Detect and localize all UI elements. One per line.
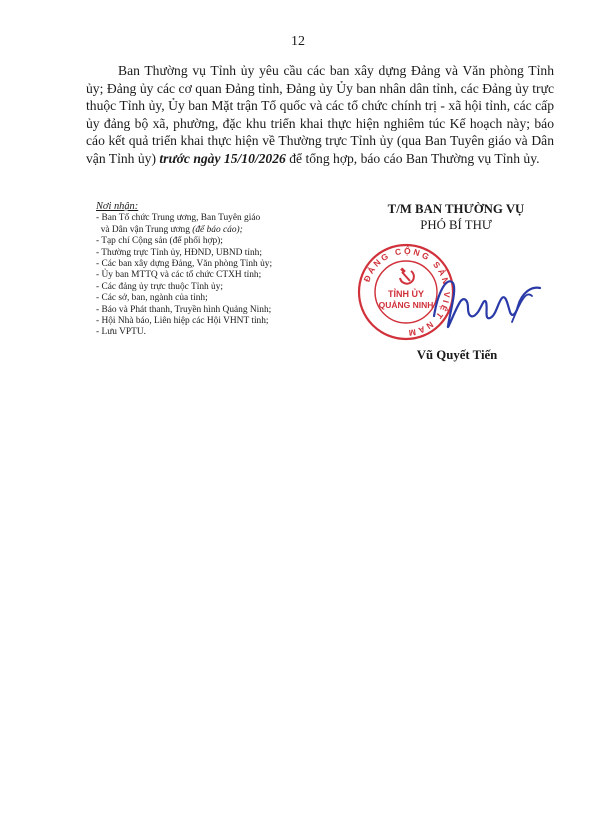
recipient-item: - Tạp chí Cộng sản (để phối hợp); — [96, 236, 223, 247]
recipient-item: - Các sở, ban, ngành của tỉnh; — [96, 293, 208, 304]
recipients-heading: Nơi nhận: — [96, 201, 139, 212]
recipient-item: - Các ban xây dựng Đảng, Văn phòng Tỉnh ủy; — [96, 259, 273, 270]
recipient-item: - Lưu VPTU. — [96, 327, 146, 338]
handwritten-signature — [428, 272, 546, 336]
closing-paragraph — [86, 62, 554, 168]
recipient-item: - Hội Nhà báo, Liên hiệp các Hội VHNT tỉnh; — [96, 316, 269, 327]
paragraph-text: Ban Thường vụ Tỉnh ủy yêu cầu các ban xây dựng Đảng và Văn phòng Tỉnh ủy; Đảng ủy các cơ quan Đảng tỉnh, Đảng ủy Ủy ban nhân dân tỉnh, các Đảng ủy trực thuộc Tỉnh ủy, Ủy ban Mặt trận Tổ quốc và các tổ chức chính trị - xã hội tỉnh, các cấp ủy đảng bộ xã, phường, đặc khu triển khai thực hiện nghiêm túc Kế hoạch này; báo cáo kết quả triển khai thực hiện về Thường trực Tỉnh ủy (qua Ban Tuyên giáo và Dân vận Tỉnh ủy) — [86, 63, 554, 166]
seal-line-2: QUẢNG NINH — [378, 300, 434, 310]
seal-ring-text: ĐẢNG CỘNG SẢN VIỆT NAM — [361, 245, 453, 339]
signer-name: Vũ Quyết Tiến — [416, 348, 498, 362]
signature-title: T/M BAN THƯỜNG VỤ — [387, 202, 525, 216]
signature-position: PHÓ BÍ THƯ — [420, 218, 492, 232]
page-number: 12 — [291, 34, 305, 49]
signature-block — [352, 201, 560, 233]
recipient-item: - Ủy ban MTTQ và các tổ chức CTXH tỉnh; — [96, 270, 262, 281]
recipient-item: - Ban Tổ chức Trung ương, Ban Tuyên giáo — [96, 213, 261, 224]
recipient-item: - Báo và Phát thanh, Truyền hình Quảng Ninh; — [96, 304, 272, 315]
recipient-item-note: (để báo cáo); — [192, 224, 243, 235]
recipient-item-text: và Dân vận Trung ương — [96, 224, 193, 235]
hammer-sickle-icon — [400, 267, 414, 283]
deadline-text: trước ngày 15/10/2026 — [159, 150, 286, 166]
paragraph-text-end: để tổng hợp, báo cáo Ban Thường vụ Tỉnh ủy. — [285, 150, 540, 166]
recipients-block — [96, 201, 336, 339]
recipient-item: - Các đảng ủy trực thuộc Tỉnh ủy; — [96, 281, 224, 292]
seal-line-1: TỈNH ỦY — [388, 289, 424, 299]
recipient-item — [96, 225, 336, 236]
recipient-item: - Thường trực Tỉnh ủy, HĐND, UBND tỉnh; — [96, 247, 262, 258]
